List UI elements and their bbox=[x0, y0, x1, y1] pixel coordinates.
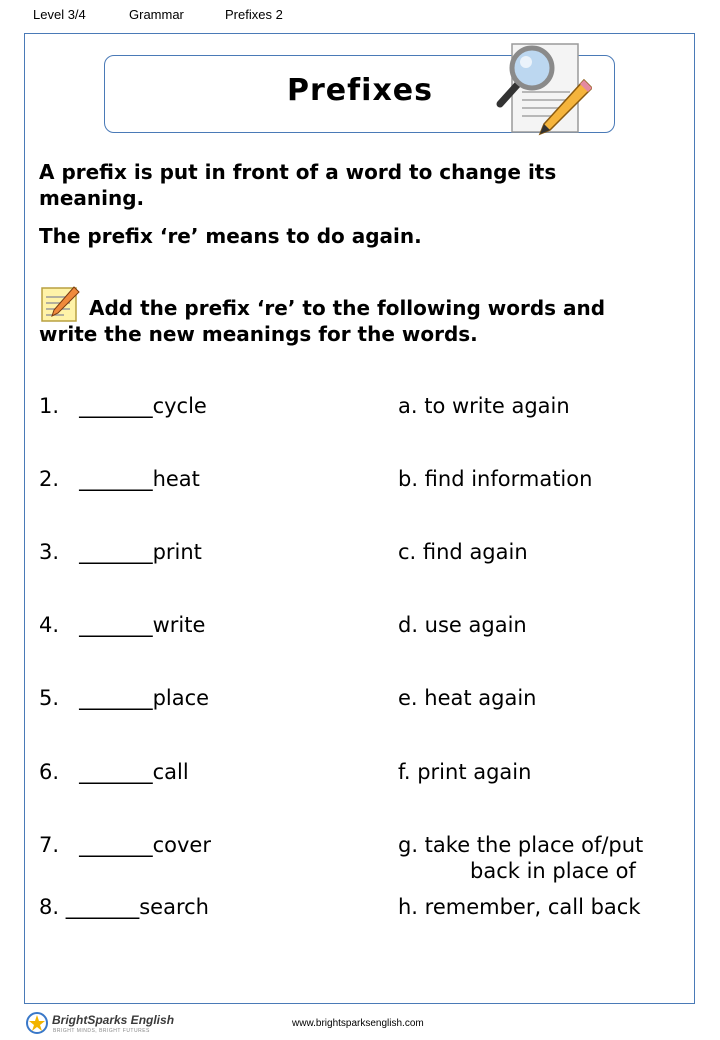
question-item: 4. _______write bbox=[39, 613, 206, 637]
instruction-text: Add the prefix ‘re’ to the following words and write the new meanings for the words. bbox=[39, 296, 606, 346]
question-item: 3. _______print bbox=[39, 540, 202, 564]
header-subject: Grammar bbox=[129, 7, 184, 22]
brand-logo bbox=[26, 1010, 176, 1036]
question-item: 7. _______cover bbox=[39, 833, 211, 857]
meaning-item: a. to write again bbox=[398, 394, 570, 418]
answer-blank[interactable]: _______ bbox=[79, 833, 153, 857]
meaning-item: g. take the place of/put bbox=[398, 833, 644, 857]
meaning-item-continued: back in place of bbox=[470, 859, 636, 883]
brand-tagline: BRIGHT MINDS, BRIGHT FUTURES bbox=[53, 1028, 150, 1034]
answer-blank[interactable]: _______ bbox=[79, 760, 153, 784]
answer-blank[interactable]: _______ bbox=[65, 895, 140, 919]
footer-url[interactable]: www.brightsparksenglish.com bbox=[292, 1018, 424, 1029]
header-level: Level 3/4 bbox=[33, 7, 86, 22]
star-logo-icon bbox=[26, 1012, 48, 1034]
intro-prefix-meaning: The prefix ‘re’ means to do again. bbox=[39, 224, 422, 248]
answer-blank[interactable]: _______ bbox=[79, 540, 153, 564]
question-item: 8. _______search bbox=[39, 895, 209, 919]
meaning-item: h. remember, call back bbox=[398, 895, 641, 919]
question-item: 2. _______heat bbox=[39, 467, 200, 491]
meaning-item: e. heat again bbox=[398, 686, 537, 710]
magnifier-pencil-document-icon bbox=[492, 40, 592, 136]
answer-blank[interactable]: _______ bbox=[79, 613, 153, 637]
question-item: 1. _______cycle bbox=[39, 394, 207, 418]
page-title: Prefixes bbox=[286, 73, 434, 108]
meaning-item: b. find information bbox=[398, 467, 593, 491]
question-item: 6. _______call bbox=[39, 760, 189, 784]
answer-blank[interactable]: _______ bbox=[79, 686, 153, 710]
meaning-item: f. print again bbox=[398, 760, 532, 784]
meaning-item: c. find again bbox=[398, 540, 528, 564]
intro-definition: A prefix is put in front of a word to change its meaning. bbox=[39, 160, 557, 210]
question-item: 5. _______place bbox=[39, 686, 210, 710]
answer-blank[interactable]: _______ bbox=[79, 467, 153, 491]
answer-blank[interactable]: _______ bbox=[79, 394, 153, 418]
brand-name: BrightSparks English bbox=[52, 1013, 175, 1027]
meaning-item: d. use again bbox=[398, 613, 527, 637]
header-topic: Prefixes 2 bbox=[225, 7, 283, 22]
